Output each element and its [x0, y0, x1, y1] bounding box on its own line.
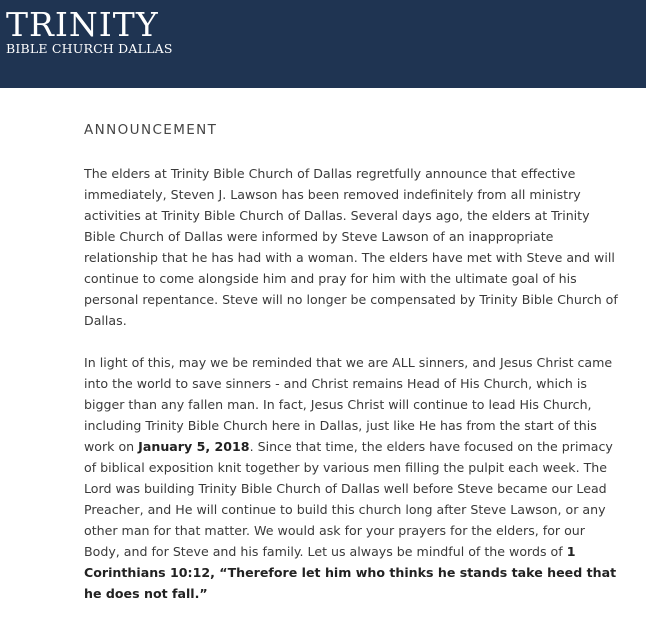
founding-date: January 5, 2018 — [138, 439, 250, 454]
announcement-paragraph-2 — [84, 352, 624, 604]
paragraph-2-text-middle: . Since that time, the elders have focused on the primacy of biblical exposition knit together by various men filling the pulpit each week. The Lord was building Trinity Bible Church of Dallas well before Steve became our Lead Preacher, and He will continue to build this church long after Steve Lawson, or any other man for that matter. We would ask for your prayers for the elders, for our Body, and for Steve and his family. Let us always be mindful of the words of — [84, 439, 613, 559]
logo-sub-text: BIBLE CHURCH DALLAS — [6, 41, 173, 56]
announcement-heading: ANNOUNCEMENT — [84, 122, 218, 138]
site-header — [0, 0, 646, 88]
scripture-quote: 1 Corinthians 10:12, “Therefore let him who thinks he stands take heed that he does not fall.” — [84, 544, 617, 601]
church-logo[interactable] — [6, 5, 173, 56]
announcement-paragraph-1: The elders at Trinity Bible Church of Dallas regretfully announce that effective immediately, Steven J. Lawson has been removed indefinitely from all ministry activities at Trinity Bible Church of Dallas. Several days ago, the elders at Trinity Bible Church of Dallas were informed by Steve Lawson of an inappropriate relationship that he has had with a woman. The elders have met with Steve and will continue to come alongside him and pray for him with the ultimate goal of his personal repentance. Steve will no longer be compensated by Trinity Bible Church of Dallas. — [84, 166, 618, 328]
logo-main-text: TRINITY — [6, 5, 159, 44]
paragraph-2-text-start: In light of this, may we be reminded that we are ALL sinners, and Jesus Christ came into the world to save sinners - and Christ remains Head of His Church, which is bigger than any fallen man. In fact, Jesus Christ will continue to lead His Church, including Trinity Bible Church here in Dallas, just like He has from the start of this work on — [84, 355, 613, 454]
announcement-section — [84, 120, 624, 625]
